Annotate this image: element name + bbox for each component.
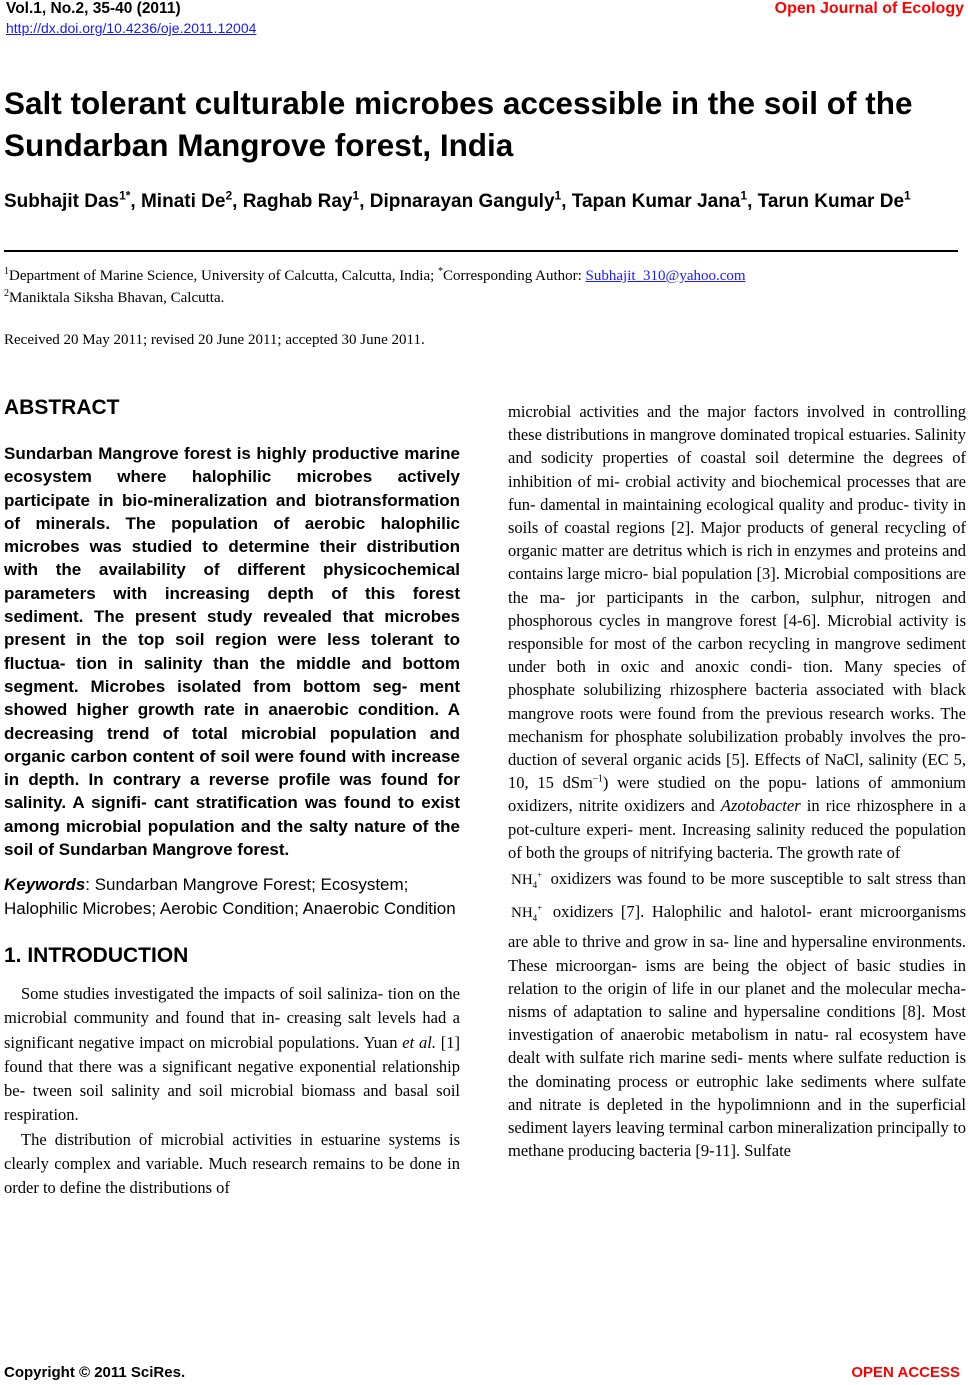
author-list: Subhajit Das$^{1*}$, Minati De$^2$, Raghab Ray$^1$, Dipnarayan Ganguly$^1$, Tapan Kumar Jana$^1$, Tarun Kumar De$^1$ <box>4 188 911 212</box>
doi-link[interactable]: http://dx.doi.org/10.4236/oje.2011.12004 <box>6 20 257 36</box>
keywords <box>4 873 460 920</box>
formula-subscript: 4 <box>532 913 538 924</box>
affiliation-2 <box>4 287 964 309</box>
paragraph-text: microbial activities and the major factors involved in controlling these distributions in mangrove dominated tropical estuaries. Salinity and sodicity properties of coastal soil determine the degrees of inhibition of mi- crobial activity and biochemical processes that are fun- damental in maintaining ecological quality and produc- tivity in soils of coastal regions [2]. Major products of general recycling of organic matter are detritus which is rich in enzymes and proteins and contains large micro- bial population [3]. Microbial compositions are the ma- jor participants in the carbon, sulphur, nitrogen and phosphorous cycles in mangrove forest [4-6]. Microbial activity is responsible for most of the carbon recycling in mangrove sediment under both in oxic and anoxic condi- tion. Many species of phosphate solubilizing rhizosphere bacteria associated with black mangrove roots were found from the previous research works. The mechanism for phosphate solubilization probably involves the pro- duction of several organic acids [5]. Effects of NaCl, salinity (EC 5, 10, 15 dSm <box>508 402 966 793</box>
corresponding-label: Corresponding Author: <box>443 268 586 284</box>
paragraph-text: oxidizers was found to be more susceptible to salt stress than <box>545 869 966 889</box>
ammonium-formula <box>508 897 545 930</box>
author-name: Dipnarayan Ganguly <box>369 191 555 212</box>
intro-paragraph-1 <box>4 982 460 1128</box>
formula-superscript: + <box>537 903 543 914</box>
keywords-text: : Sundarban Mangrove Forest; Ecosystem; Halophilic Microbes; Aerobic Condition; Anaerobic Condition <box>4 875 456 918</box>
author-affiliation-mark: 2 <box>225 188 233 203</box>
corresponding-email-link[interactable]: Subhajit_310@yahoo.com <box>585 268 746 284</box>
paragraph-text: in rice rhizosphere in a pot-culture experi- ment. Increasing salinity reduced the population of both the groups of nitrifying bacteria. The growth rate of <box>508 796 966 862</box>
corresponding-mark: * <box>438 266 444 277</box>
intro-paragraph-2: The distribution of microbial activities in estuarine systems is clearly complex and variable. Much research remains to be done in order to define the distributions of <box>4 1129 460 1198</box>
open-access-label: OPEN ACCESS <box>851 1364 960 1381</box>
paragraph-text: oxidizers [7]. Halophilic and halotol- erant microorganisms are able to thrive and grow in sa- line and hypersaline environments. These microorgan- isms are being the object of basic studies in relation to the origin of life in our planet and the molecular mecha- nisms of adaptation to saline and hypersaline conditions [8]. Most investigation of anaerobic metabolism in natu- ral ecosystem have dealt with sulfate rich marine sedi- ments where sulfate reduction is the dominating process or eutrophic lake sediments where sulfate and nitrate is depleted in the hypolimnionn and in the superficial sediment layers leaving terminal carbon mineralization principally to methane producing bacteria [9-11]. Sulfate <box>508 902 966 1161</box>
paragraph-text: Some studies investigated the impacts of soil saliniza- tion on the microbial community and found that in- creasing salt levels had a significant negative impact on microbial populations. Yuan <box>4 983 460 1052</box>
journal-name: Open Journal of Ecology <box>774 0 964 17</box>
author-affiliation-mark: 1 <box>352 188 360 203</box>
affiliation-mark: 2 <box>4 288 9 299</box>
introduction-heading: 1. INTRODUCTION <box>4 943 189 967</box>
author-name: Subhajit Das <box>4 191 120 212</box>
left-column <box>4 396 460 1201</box>
author-affiliation-mark: 1 <box>554 188 562 203</box>
right-column <box>508 400 966 1163</box>
affiliation-text: Department of Marine Science, University of Calcutta, Calcutta, India; <box>9 268 439 284</box>
author-affiliation-mark: 1 <box>904 188 911 203</box>
affiliation-mark: 1 <box>4 266 9 277</box>
species-name: Azotobacter <box>720 796 801 816</box>
formula-base: NH <box>511 905 533 922</box>
author-name: Raghab Ray <box>242 191 353 212</box>
paragraph-text: [1] found that there was a significant negative exponential relationship be- tween soil salinity and soil microbial biomass and basal soil respiration. <box>4 1032 461 1125</box>
author-affiliation-mark: 1* <box>119 188 131 203</box>
author-name: Tapan Kumar Jana <box>571 191 741 212</box>
copyright-notice: Copyright © 2011 SciRes. <box>4 1364 186 1381</box>
author-name: Tarun Kumar De <box>757 191 905 212</box>
author-name: Minati De <box>140 191 226 212</box>
formula-superscript: + <box>537 870 543 881</box>
affiliation-text: Maniktala Siksha Bhavan, Calcutta. <box>9 290 225 306</box>
ammonium-formula <box>508 864 545 897</box>
affiliation-1 <box>4 265 964 287</box>
abstract-text: Sundarban Mangrove forest is highly productive marine ecosystem where halophilic microbes actively participate in bio-mineralization and biotransformation of minerals. The population of aerobic halophilic microbes was studied to determine their distribution with the availability of different physicochemical parameters with increasing depth of this forest sediment. The present study revealed that microbes present in the top soil region were less tolerant to fluctua- tion in salinity than the middle and bottom segment. Microbes isolated from bottom seg- ment showed higher growth rate in anaerobic condition. A decreasing trend of total microbial population and organic carbon content of soil were found with increase in depth. In contrary a reverse profile was found for salinity. A signifi- cant stratification was found to exist among microbial population and the salty nature of the soil of Sundarban Mangrove forest. <box>4 444 460 860</box>
abstract-heading: ABSTRACT <box>4 396 120 419</box>
paragraph-text: ) were studied on the popu- lations of ammonium oxidizers, nitrite oxidizers and <box>508 773 966 816</box>
paper-title: Salt tolerant culturable microbes accessible in the soil of the Sundarban Mangrove forest, India <box>4 85 913 163</box>
keywords-label: Keywords <box>4 875 86 895</box>
volume-info: Vol.1, No.2, 35-40 (2011) <box>6 0 181 17</box>
header-divider <box>4 250 958 252</box>
unit-exponent: –1 <box>592 773 603 785</box>
intro-paragraph-continued <box>508 400 966 1163</box>
author-affiliation-mark: 1 <box>740 188 748 203</box>
formula-base: NH <box>511 872 533 889</box>
et-al-text: et al. <box>402 1032 436 1052</box>
affiliations <box>4 265 964 309</box>
received-dates: Received 20 May 2011; revised 20 June 2011; accepted 30 June 2011. <box>4 332 425 348</box>
formula-subscript: 4 <box>532 880 538 891</box>
